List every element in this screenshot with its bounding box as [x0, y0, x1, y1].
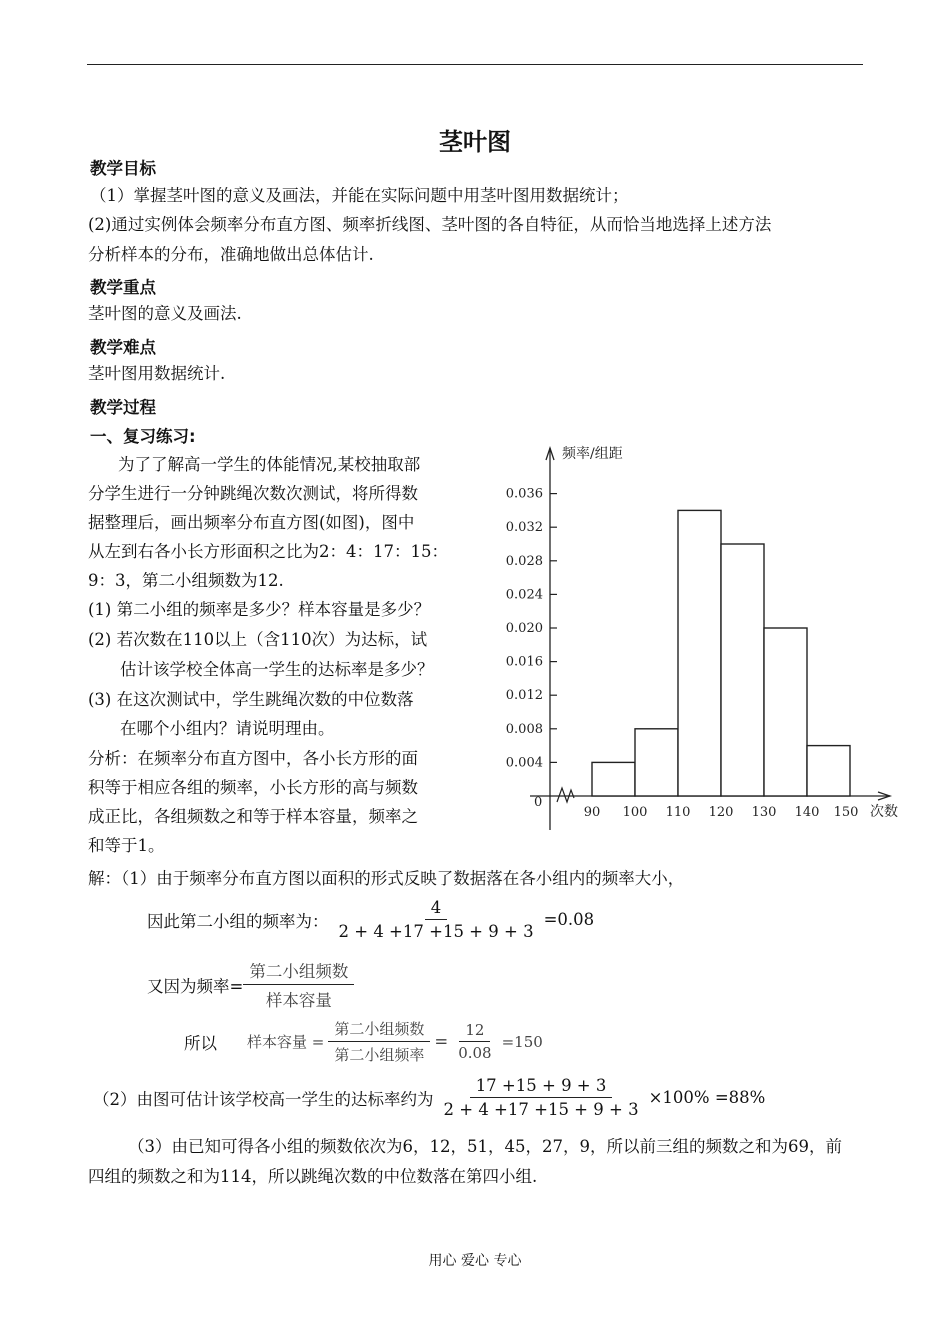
y-tick-label: 0.008 — [505, 721, 543, 737]
histogram-bar — [807, 746, 850, 796]
freq-result: =0.08 — [543, 910, 595, 929]
analysis-line-3: 成正比，各组频数之和等于样本容量，频率之 — [88, 807, 418, 826]
capacity-label: 样本容量 = — [247, 1033, 325, 1051]
histogram-bar — [721, 544, 764, 796]
question-1: (1) 第二小组的频率是多少？样本容量是多少？ — [88, 600, 431, 619]
y-tick-label: 0.020 — [505, 621, 543, 636]
histogram-bar — [592, 762, 635, 796]
analysis-line-1: 分析：在频率分布直方图中，各小长方形的面 — [88, 749, 418, 768]
analysis-line-2: 积等于相应各组的频率，小长方形的高与频数 — [88, 778, 418, 797]
goals-heading: 教学目标 — [90, 159, 156, 178]
y-tick-label: 0.004 — [505, 755, 543, 771]
capacity-equation — [184, 1018, 543, 1065]
x-tick-label: 130 — [751, 805, 777, 820]
question-2-line1: (2) 若次数在110以上（含110次）为达标，试 — [88, 630, 428, 649]
part2-numerator: 17 +15 + 9 + 3 — [470, 1076, 613, 1098]
part2-fraction — [438, 1076, 645, 1119]
freq-equation — [147, 898, 594, 941]
rate-numerator: 第二小组频数 — [243, 958, 354, 985]
x-tick-label: 140 — [794, 805, 820, 820]
axis-break-icon — [557, 788, 574, 802]
y-tick-label: 0.036 — [505, 486, 543, 502]
x-tick-label: 150 — [833, 805, 859, 820]
part2-denominator: 2 + 4 +17 +15 + 9 + 3 — [443, 1100, 639, 1119]
frequency-histogram — [495, 438, 905, 838]
freq-denominator: 2 + 4 +17 +15 + 9 + 3 — [338, 922, 534, 941]
x-tick-label: 120 — [708, 805, 734, 820]
difficulty-text: 茎叶图用数据统计. — [88, 364, 226, 383]
problem-line-1: 为了了解高一学生的体能情况,某校抽取部 — [118, 455, 421, 474]
x-axis-label: 次数 — [870, 804, 898, 820]
goal-item-1: （1）掌握茎叶图的意义及画法，并能在实际问题中用茎叶图用数据统计； — [90, 186, 629, 205]
solution-intro: 解：（1）由于频率分布直方图以面积的形式反映了数据落在各小组内的频率大小， — [88, 869, 685, 888]
part2-equation — [93, 1076, 765, 1119]
histogram-bar — [678, 510, 721, 796]
capacity-numerator: 第二小组频数 — [328, 1018, 430, 1042]
rate-fraction — [243, 958, 354, 1011]
rate-prefix: 又因为频率= — [147, 976, 244, 996]
top-rule — [87, 64, 863, 65]
part2-prefix: （2）由图可估计该学校高一学生的达标率约为 — [93, 1089, 434, 1109]
freq-fraction — [333, 898, 540, 941]
capacity-numerator-2: 12 — [459, 1021, 490, 1042]
difficulty-heading: 教学难点 — [90, 338, 156, 357]
histogram-bar — [764, 628, 807, 796]
y-tick-label: 0.012 — [505, 688, 543, 704]
y-tick-label: 0.016 — [505, 654, 543, 670]
page-title: 茎叶图 — [439, 128, 511, 156]
question-3-line1: (3) 在这次测试中，学生跳绳次数的中位数落 — [88, 690, 414, 709]
goal-item-2-line1: (2)通过实例体会频率分布直方图、频率折线图、茎叶图的各自特征，从而恰当地选择上述方法 — [88, 215, 772, 234]
y-tick-label: 0.032 — [505, 520, 543, 536]
x-tick-label: 90 — [583, 805, 601, 820]
capacity-fraction-2 — [452, 1021, 497, 1062]
part3-line1: （3）由已知可得各小组的频数依次为6，12，51，45，27，9，所以前三组的频数之和为69，前 — [128, 1137, 842, 1156]
origin-label: 0 — [534, 795, 543, 810]
x-tick-label: 110 — [665, 805, 691, 820]
y-tick-label: 0.028 — [505, 553, 543, 569]
section-1-heading: 一、复习练习: — [90, 427, 196, 446]
capacity-denominator: 第二小组频率 — [334, 1046, 425, 1064]
question-3-line2: 在哪个小组内？请说明理由。 — [120, 719, 335, 738]
rate-denominator: 样本容量 — [265, 991, 332, 1010]
y-tick-label: 0.024 — [505, 587, 543, 603]
freq-numerator: 4 — [425, 898, 448, 920]
part3-line2: 四组的频数之和为114，所以跳绳次数的中位数落在第四小组. — [88, 1167, 538, 1186]
histogram-bar — [635, 729, 678, 796]
y-axis-label: 频率/组距 — [562, 446, 623, 462]
problem-line-5: 9：3，第二小组频数为12. — [88, 571, 284, 590]
problem-line-3: 据整理后，画出频率分布直方图(如图)，图中 — [88, 513, 415, 532]
freq-prefix: 因此第二小组的频率为： — [147, 911, 329, 931]
key-text: 茎叶图的意义及画法. — [88, 304, 242, 323]
key-heading: 教学重点 — [90, 278, 156, 297]
problem-line-2: 分学生进行一分钟跳绳次数次测试，将所得数 — [88, 484, 418, 503]
so-label: 所以 — [184, 1033, 217, 1053]
capacity-eq: = — [434, 1032, 449, 1051]
part2-result: ×100% =88% — [648, 1088, 766, 1107]
goal-item-2-line2: 分析样本的分布，准确地做出总体估计. — [88, 245, 374, 264]
problem-line-4: 从左到右各小长方形面积之比为2：4：17：15： — [88, 542, 448, 561]
footer: 用心 爱心 专心 — [428, 1253, 522, 1269]
analysis-line-4: 和等于1。 — [88, 836, 165, 855]
x-tick-label: 100 — [622, 805, 648, 820]
question-2-line2: 估计该学校全体高一学生的达标率是多少？ — [120, 660, 434, 679]
rate-equation — [147, 958, 358, 1011]
capacity-result: =150 — [501, 1032, 543, 1051]
process-heading: 教学过程 — [90, 398, 156, 417]
capacity-fraction — [328, 1018, 430, 1065]
capacity-denominator-2: 0.08 — [458, 1044, 492, 1062]
